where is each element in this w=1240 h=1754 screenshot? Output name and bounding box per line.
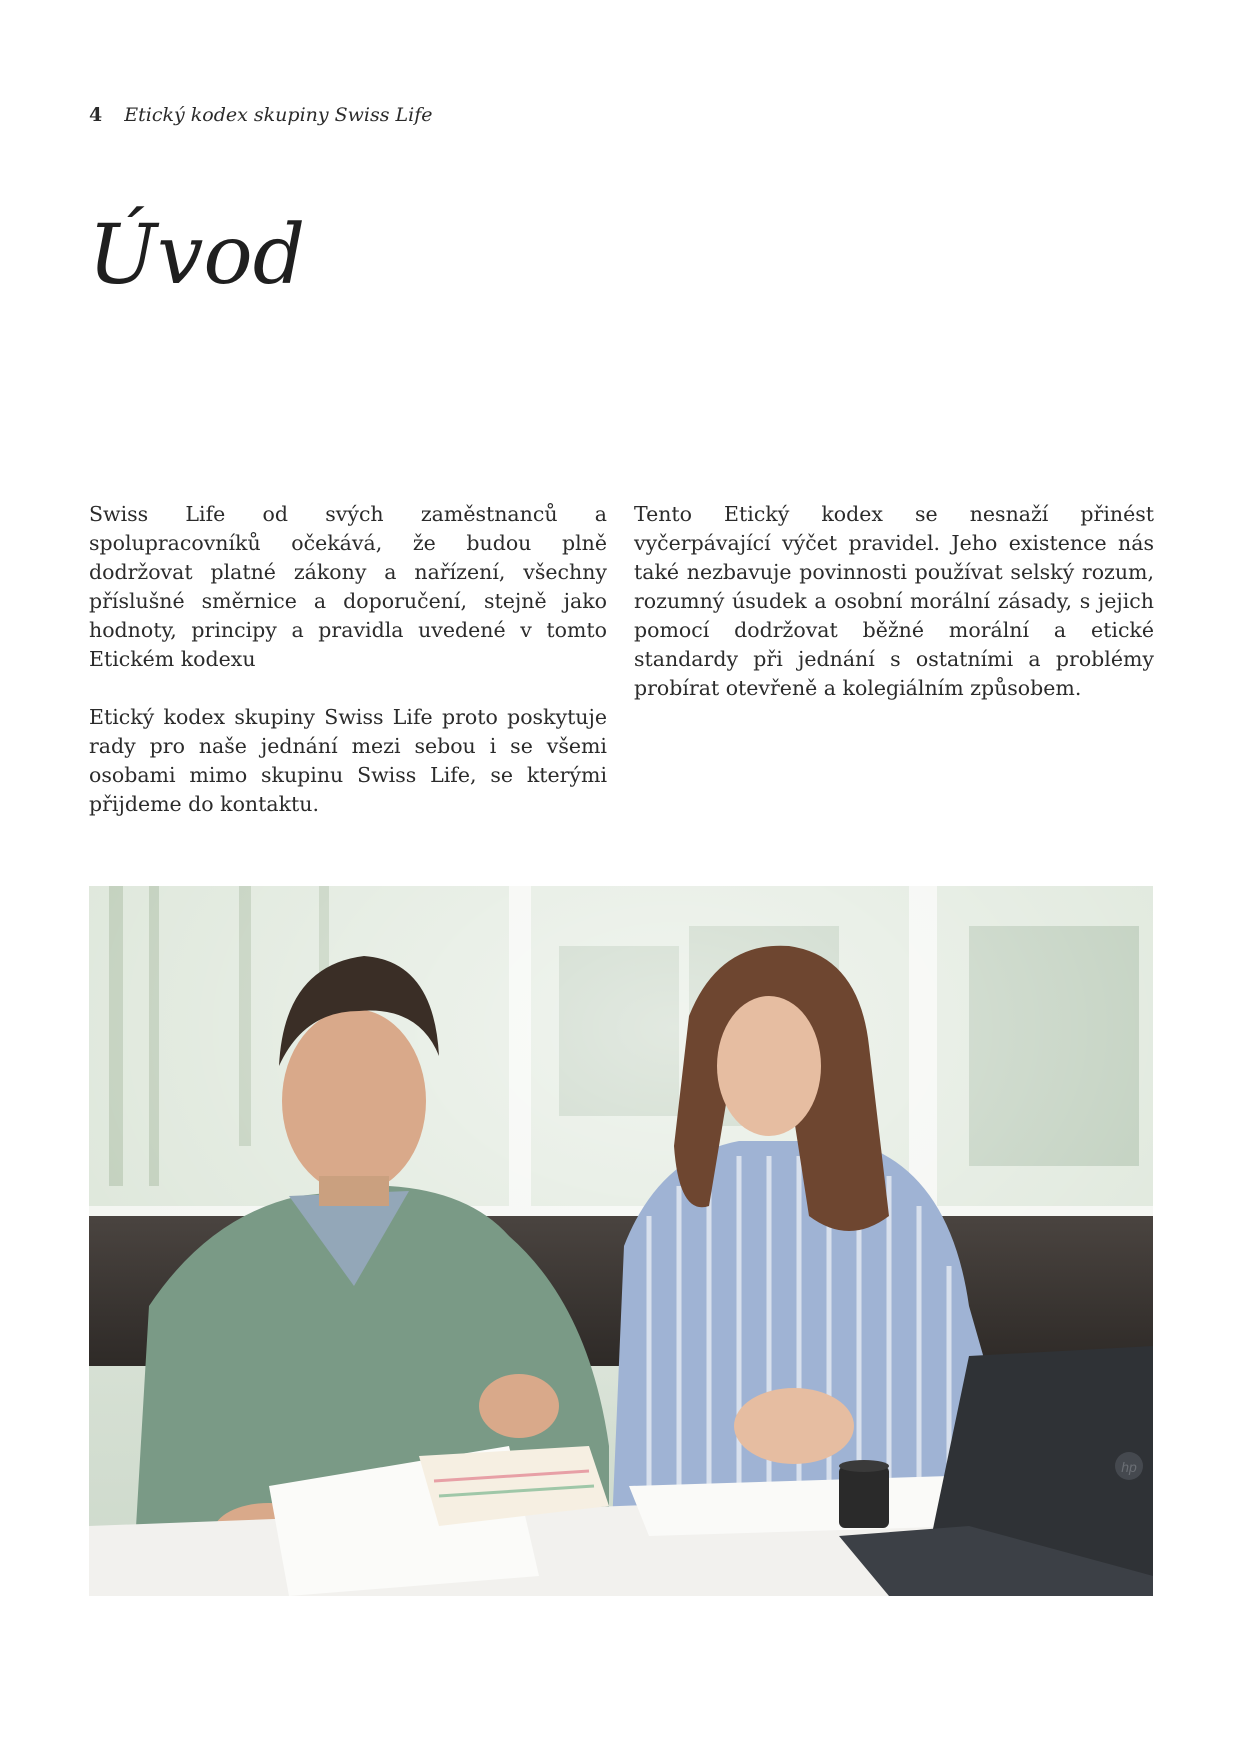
paragraph: Swiss Life od svých zaměstnanců a spolupracovníků očekává, že budou plně dodržovat platné zákony a nařízení, všechny příslušné směrnice a doporučení, stejně jako hodnoty, principy a pravidla uvedené v tomto Etickém kodexu — [89, 502, 607, 671]
laptop-logo: hp — [1121, 1459, 1137, 1475]
page-number: 4 — [89, 104, 103, 126]
running-title: Etický kodex skupiny Swiss Life — [124, 104, 433, 126]
left-column — [89, 500, 607, 848]
paragraph: Etický kodex skupiny Swiss Life proto poskytuje rady pro naše jednání mezi sebou i se všemi osobami mimo skupinu Swiss Life, se kterými přijdeme do kontaktu. — [89, 705, 607, 816]
office-meeting-photo — [89, 886, 1153, 1596]
photo-illustration — [89, 886, 1153, 1596]
paragraph: Tento Etický kodex se nesnaží přinést vyčerpávající výčet pravidel. Jeho existence nás také nezbavuje povinnosti používat selský rozum, rozumný úsudek a osobní morální zásady, s jejich pomocí dodržovat běžné morální a etické standardy při jednání s ostatními a problémy probírat otevřeně a kolegiálním způsobem. — [634, 502, 1154, 700]
section-title: Úvod — [88, 208, 306, 303]
running-header — [89, 104, 433, 126]
right-column — [634, 500, 1154, 732]
